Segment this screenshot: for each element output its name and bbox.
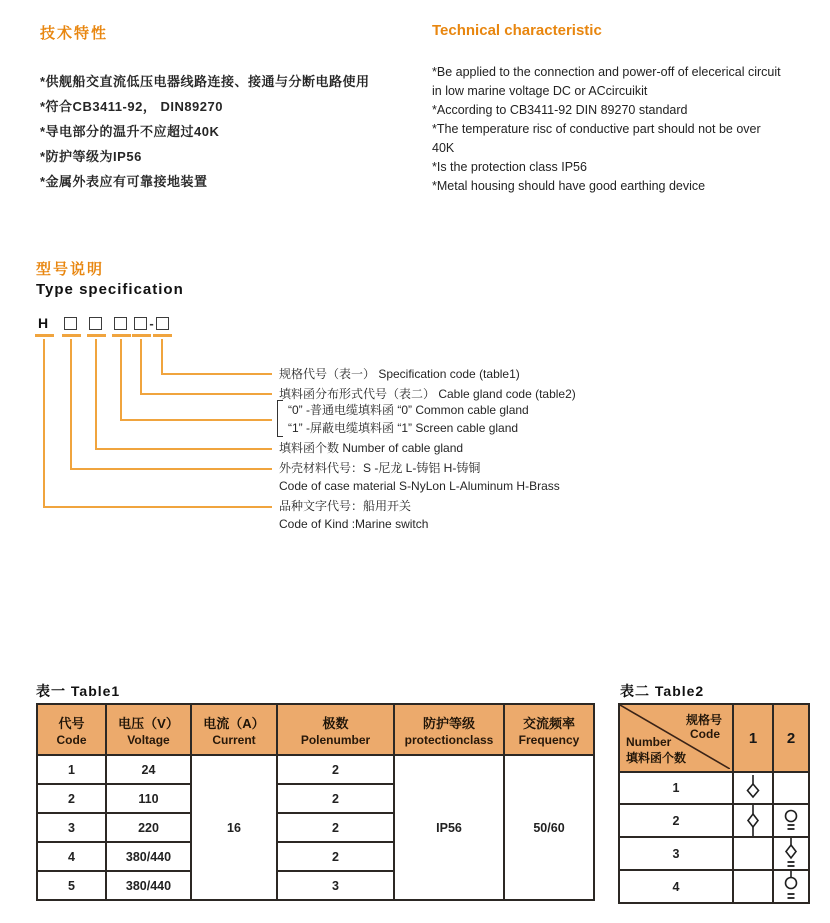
- cell-poles: 3: [277, 871, 394, 900]
- tech-cn-bullets: [40, 69, 425, 194]
- table2-cable-gland-codes: [618, 703, 810, 904]
- cable-gland-stem-diamond-icon: [745, 774, 761, 802]
- diagram-label-gland-code: 填料函分布形式代号（表二） Cable gland code (table2): [279, 387, 576, 401]
- cell-voltage: 380/440: [106, 842, 191, 871]
- header-en: Current: [212, 732, 256, 747]
- header-en: protectionclass: [404, 732, 494, 747]
- type-spec-title-en: Type specification: [36, 281, 184, 298]
- tech-en-line: *Be applied to the connection and power-off of elecerical circuit: [432, 65, 781, 79]
- type-code-diagram: [36, 313, 716, 538]
- table1-header-voltage: [106, 704, 191, 755]
- code-underline: [35, 334, 54, 337]
- header-cn: 交流频率: [522, 715, 575, 731]
- diagram-label-spec-code: 规格代号（表一） Specification code (table1): [279, 367, 520, 381]
- table2-header-number-cn: 填料函个数: [626, 751, 687, 765]
- table1-specifications: [36, 703, 595, 901]
- table1-header-polenumber: [277, 704, 394, 755]
- header-cn: 电压（V）: [118, 715, 179, 731]
- cell-gland-count: 2: [619, 804, 733, 837]
- table-row: [37, 755, 594, 784]
- cell-code: 5: [37, 871, 106, 900]
- table1-header-code: [37, 704, 106, 755]
- diagram-label-case-material-cn: 外壳材料代号：S -尼龙 L-铸铝 H-铸铜: [279, 461, 481, 475]
- tech-cn-bullet: *符合CB3411-92， DIN89270: [40, 99, 223, 114]
- cell-poles: 2: [277, 813, 394, 842]
- tech-en-line: 40K: [432, 141, 455, 155]
- cable-gland-stem-diamond-marks-icon: [783, 838, 799, 869]
- cell-protection-merged: IP56: [394, 755, 504, 900]
- cell-current-merged: 16: [191, 755, 277, 900]
- tech-en-line: in low marine voltage DC or ACcircuikit: [432, 84, 648, 98]
- table2-header-code-en: Code: [690, 727, 720, 741]
- table2-header-col2: 2: [773, 704, 809, 772]
- table1-header-protection: [394, 704, 504, 755]
- cell-voltage: 24: [106, 755, 191, 784]
- tech-en-line: *Is the protection class IP56: [432, 160, 587, 174]
- tech-en-line: *According to CB3411-92 DIN 89270 standard: [432, 103, 688, 117]
- code-underline: [112, 334, 131, 337]
- cell-voltage: 110: [106, 784, 191, 813]
- diagram-label-case-material-en: Code of case material S-NyLon L-Aluminum H-Brass: [279, 479, 560, 493]
- diagram-label-kind-en: Code of Kind :Marine switch: [279, 517, 429, 531]
- gland-symbol-cell: [733, 804, 773, 837]
- diagram-label-gland-type-1: “1” -屏蔽电缆填料函 “1” Screen cable gland: [288, 421, 519, 435]
- cell-code: 2: [37, 784, 106, 813]
- header-cn: 代号: [58, 715, 85, 731]
- cell-gland-count: 1: [619, 772, 733, 804]
- tech-cn-bullet: *导电部分的温升不应超过40K: [40, 124, 220, 139]
- header-en: Frequency: [518, 732, 580, 747]
- tech-en-line: *The temperature risc of conductive part should not be over: [432, 122, 761, 136]
- table-row: [619, 870, 809, 903]
- table1-header-frequency: [504, 704, 594, 755]
- diagram-label-kind-cn: 品种文字代号：船用开关: [279, 499, 412, 513]
- tech-characteristics-en: [432, 22, 824, 196]
- tech-cn-bullet: *防护等级为IP56: [40, 149, 142, 164]
- header-cn: 防护等级: [422, 715, 475, 731]
- tech-characteristics-cn: [40, 22, 425, 194]
- table2-diagonal-header: [619, 704, 733, 772]
- gland-symbol-cell-empty: [733, 837, 773, 870]
- cell-code: 4: [37, 842, 106, 871]
- table2-header-col1: 1: [733, 704, 773, 772]
- diagram-label-gland-type-0: “0” -普通电缆填料函 “0” Common cable gland: [288, 403, 529, 417]
- tech-cn-bullet: *金属外表应有可靠接地装置: [40, 174, 208, 189]
- tech-en-title: Technical characteristic: [432, 22, 602, 39]
- header-en: Polenumber: [300, 732, 371, 747]
- tech-en-line: *Metal housing should have good earthing device: [432, 179, 706, 193]
- gland-symbol-cell-empty: [733, 870, 773, 903]
- cell-gland-count: 3: [619, 837, 733, 870]
- cable-gland-circle-bottom-marks-icon: [783, 809, 799, 833]
- table1-header-row: [37, 704, 594, 755]
- cell-poles: 2: [277, 842, 394, 871]
- type-code-box: [64, 317, 77, 330]
- table1-title: 表一 Table1: [36, 683, 121, 699]
- cable-gland-stem-circle-marks-icon: [783, 871, 799, 902]
- gland-symbol-cell: [773, 804, 809, 837]
- table1-header-current: [191, 704, 277, 755]
- table2-title: 表二 Table2: [620, 683, 705, 699]
- gland-symbol-cell-empty: [773, 772, 809, 804]
- type-code-box: [89, 317, 102, 330]
- table2-header-number-en: Number: [626, 735, 672, 749]
- table-row: [619, 772, 809, 804]
- type-code-box: [114, 317, 127, 330]
- cell-poles: 2: [277, 784, 394, 813]
- header-en: Code: [56, 732, 87, 747]
- code-underline: [87, 334, 106, 337]
- type-code-dash: -: [149, 316, 154, 331]
- type-code-prefix: H: [38, 315, 49, 331]
- tech-en-lines: [432, 63, 824, 196]
- tech-cn-bullet: *供舰船交直流低压电器线路连接、接通与分断电路使用: [40, 74, 370, 89]
- cell-code: 3: [37, 813, 106, 842]
- header-cn: 电流（A）: [203, 715, 265, 731]
- gland-symbol-cell: [773, 870, 809, 903]
- header-en: Voltage: [127, 732, 170, 747]
- cell-gland-count: 4: [619, 870, 733, 903]
- gland-symbol-cell: [773, 837, 809, 870]
- table-row: [619, 837, 809, 870]
- table2-header-code-cn: 规格号: [685, 713, 722, 727]
- gland-symbol-cell: [733, 772, 773, 804]
- cell-voltage: 220: [106, 813, 191, 842]
- tech-cn-title: 技术特性: [40, 25, 109, 42]
- code-underline: [62, 334, 81, 337]
- cell-frequency-merged: 50/60: [504, 755, 594, 900]
- diagram-label-gland-number: 填料函个数 Number of cable gland: [279, 441, 464, 455]
- bracket-glyph: [277, 400, 283, 437]
- type-code-box: [156, 317, 169, 330]
- code-underline: [153, 334, 172, 337]
- cable-gland-stem-diamond-stem-icon: [745, 805, 761, 836]
- type-spec-title-cn: 型号说明: [36, 261, 105, 278]
- header-cn: 极数: [322, 715, 349, 731]
- table-row: [619, 804, 809, 837]
- cell-code: 1: [37, 755, 106, 784]
- cell-poles: 2: [277, 755, 394, 784]
- table2-header-row: [619, 704, 809, 772]
- cell-voltage: 380/440: [106, 871, 191, 900]
- code-underline: [132, 334, 151, 337]
